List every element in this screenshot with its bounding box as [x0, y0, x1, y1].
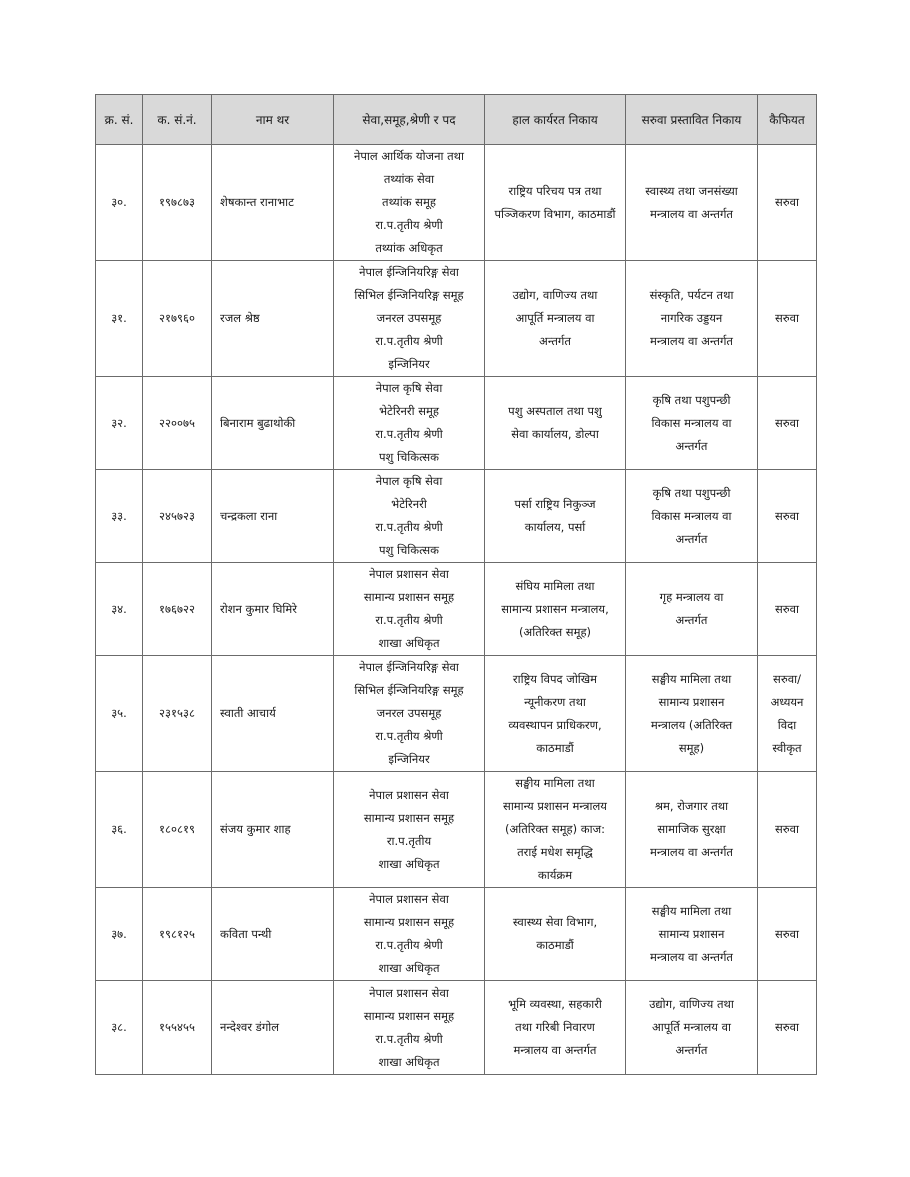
- cell-service-line: नेपाल प्रशासन सेवा: [369, 567, 449, 581]
- cell-remarks: [758, 261, 817, 377]
- cell-proposed-office: [626, 563, 758, 656]
- cell-code: २२००७५: [143, 377, 212, 470]
- cell-remarks-line: स्वीकृत: [772, 740, 802, 755]
- cell-sn: ३१.: [96, 261, 143, 377]
- cell-name: शेषकान्त रानाभाट: [212, 145, 334, 261]
- cell-remarks: [758, 563, 817, 656]
- cell-current-office-line: राष्ट्रिय विपद जोखिम: [512, 671, 598, 686]
- cell-current-office-line: काठमाडौं: [536, 938, 574, 952]
- cell-proposed-office-line: कृषि तथा पशुपन्छी: [652, 392, 731, 407]
- table-row: [96, 563, 817, 656]
- cell-code: १७६७२२: [143, 563, 212, 656]
- cell-code: २१७९६०: [143, 261, 212, 377]
- cell-remarks-line: सरुवा: [774, 1020, 800, 1034]
- header-remarks: कैफियत: [758, 95, 817, 145]
- cell-code: १९८१२५: [143, 888, 212, 981]
- cell-service-line: सामान्य प्रशासन समूह: [363, 915, 455, 929]
- cell-proposed-office-line: मन्त्रालय वा अन्तर्गत: [649, 206, 733, 221]
- cell-service: [334, 563, 485, 656]
- cell-service-line: नेपाल प्रशासन सेवा: [369, 892, 449, 906]
- header-row: [96, 95, 817, 145]
- cell-service-line: रा.प.तृतीय श्रेणी: [375, 938, 443, 952]
- cell-sn: ३२.: [96, 377, 143, 470]
- cell-current-office: [485, 377, 626, 470]
- cell-service-line: रा.प.तृतीय: [386, 833, 432, 848]
- cell-service-line: नेपाल ईन्जिनियरिङ्ग सेवा: [359, 265, 459, 279]
- cell-current-office-line: सङ्घीय मामिला तथा: [515, 776, 595, 790]
- cell-current-office-line: पशु अस्पताल तथा पशु: [508, 404, 602, 418]
- cell-proposed-office: [626, 145, 758, 261]
- cell-current-office-line: कार्यालय, पर्सा: [524, 520, 586, 534]
- cell-proposed-office-line: सामाजिक सुरक्षा: [657, 822, 726, 836]
- header-service: सेवा,समूह,श्रेणी र पद: [334, 95, 485, 145]
- table-header: [96, 95, 817, 145]
- cell-name: रजल श्रेष्ठ: [212, 261, 334, 377]
- cell-proposed-office: [626, 377, 758, 470]
- cell-current-office-line: आपूर्ति मन्त्रालय वा: [515, 311, 595, 325]
- cell-proposed-office: [626, 981, 758, 1075]
- cell-proposed-office-line: स्वास्थ्य तथा जनसंख्या: [645, 183, 738, 198]
- cell-proposed-office-line: मन्त्रालय वा अन्तर्गत: [649, 949, 733, 964]
- cell-name: संजय कुमार शाह: [212, 772, 334, 888]
- cell-remarks: [758, 470, 817, 563]
- cell-service: [334, 888, 485, 981]
- cell-proposed-office: [626, 772, 758, 888]
- transfer-table: [95, 94, 817, 1075]
- cell-current-office-line: (अतिरिक्त समूह) काज:: [505, 822, 605, 836]
- cell-current-office: [485, 563, 626, 656]
- cell-name: रोशन कुमार घिमिरे: [212, 563, 334, 656]
- header-sn: क्र. सं.: [96, 95, 143, 145]
- table-row: [96, 377, 817, 470]
- cell-remarks-line: सरुवा: [774, 415, 800, 430]
- cell-current-office: [485, 656, 626, 772]
- cell-current-office-line: सेवा कार्यालय, डोल्पा: [511, 427, 599, 441]
- header-proposed-office: सरुवा प्रस्तावित निकाय: [626, 95, 758, 145]
- cell-current-office-line: संघिय मामिला तथा: [515, 578, 595, 593]
- cell-sn: ३५.: [96, 656, 143, 772]
- cell-remarks: [758, 981, 817, 1075]
- cell-current-office-line: व्यवस्थापन प्राधिकरण,: [508, 717, 602, 732]
- cell-current-office-line: राष्ट्रिय परिचय पत्र तथा: [508, 183, 602, 198]
- cell-remarks: [758, 145, 817, 261]
- cell-sn: ३३.: [96, 470, 143, 563]
- cell-service-line: नेपाल प्रशासन सेवा: [369, 787, 449, 802]
- cell-proposed-office-line: अन्तर्गत: [675, 613, 708, 627]
- cell-current-office-line: पञ्जिकरण विभाग, काठमाडौं: [494, 206, 616, 221]
- cell-service-line: सामान्य प्रशासन समूह: [363, 810, 455, 825]
- cell-sn: ३६.: [96, 772, 143, 888]
- cell-service-line: सामान्य प्रशासन समूह: [363, 1008, 455, 1023]
- cell-service: [334, 772, 485, 888]
- cell-proposed-office: [626, 656, 758, 772]
- header-name: नाम थर: [212, 95, 334, 145]
- cell-current-office-line: मन्त्रालय वा अन्तर्गत: [513, 1043, 597, 1057]
- cell-service-line: पशु चिकित्सक: [379, 543, 439, 557]
- cell-proposed-office-line: मन्त्रालय वा अन्तर्गत: [649, 845, 733, 859]
- cell-code: २४५७२३: [143, 470, 212, 563]
- cell-name: चन्द्रकला राना: [212, 470, 334, 563]
- cell-proposed-office-line: अन्तर्गत: [675, 531, 708, 546]
- cell-current-office-line: स्वास्थ्य सेवा विभाग,: [512, 915, 598, 929]
- cell-remarks-line: सरुवा: [774, 822, 800, 836]
- cell-sn: ३७.: [96, 888, 143, 981]
- cell-service-line: रा.प.तृतीय श्रेणी: [375, 427, 443, 441]
- table-row: [96, 145, 817, 261]
- cell-service-line: नेपाल कृषि सेवा: [375, 381, 443, 395]
- cell-service-line: तथ्यांक समूह: [382, 195, 436, 209]
- table-row: [96, 888, 817, 981]
- cell-service: [334, 981, 485, 1075]
- cell-current-office-line: भूमि व्यवस्था, सहकारी: [508, 997, 602, 1011]
- cell-remarks-line: सरुवा: [774, 926, 800, 941]
- table-body: [96, 145, 817, 1075]
- cell-service-line: भेटेरिनरी समूह: [378, 404, 440, 418]
- cell-current-office: [485, 470, 626, 563]
- cell-service-line: रा.प.तृतीय श्रेणी: [375, 613, 443, 627]
- cell-current-office: [485, 261, 626, 377]
- cell-sn: ३०.: [96, 145, 143, 261]
- cell-proposed-office-line: विकास मन्त्रालय वा: [651, 508, 732, 523]
- cell-service-line: शाखा अधिकृत: [378, 636, 440, 650]
- cell-remarks-line: अध्ययन: [770, 694, 804, 709]
- cell-remarks: [758, 377, 817, 470]
- cell-remarks-line: विदा: [777, 717, 797, 732]
- table-row: [96, 981, 817, 1075]
- cell-proposed-office-line: सामान्य प्रशासन: [658, 694, 725, 709]
- cell-service-line: सामान्य प्रशासन समूह: [363, 590, 455, 604]
- cell-proposed-office: [626, 261, 758, 377]
- cell-service-line: भेटेरिनरी: [391, 497, 427, 511]
- cell-proposed-office-line: कृषि तथा पशुपन्छी: [652, 485, 731, 500]
- cell-service-line: सिभिल ईन्जिनियरिङ्ग समूह: [354, 288, 464, 302]
- cell-service-line: जनरल उपसमूह: [376, 706, 442, 720]
- cell-name: स्वाती आचार्य: [212, 656, 334, 772]
- cell-proposed-office-line: सङ्घीय मामिला तथा: [651, 903, 732, 918]
- cell-current-office-line: तराई मधेश समृद्धि: [517, 845, 593, 859]
- cell-code: १५५४५५: [143, 981, 212, 1075]
- cell-proposed-office-line: संस्कृति, पर्यटन तथा: [649, 288, 734, 302]
- cell-service-line: इन्जिनियर: [388, 357, 430, 371]
- cell-current-office: [485, 888, 626, 981]
- cell-proposed-office-line: गृह मन्त्रालय वा: [659, 590, 724, 604]
- cell-remarks-line: सरुवा: [774, 195, 800, 209]
- cell-current-office: [485, 145, 626, 261]
- cell-service-line: रा.प.तृतीय श्रेणी: [375, 729, 443, 743]
- cell-code: २३१५३८: [143, 656, 212, 772]
- cell-service: [334, 261, 485, 377]
- cell-proposed-office-line: मन्त्रालय वा अन्तर्गत: [649, 334, 733, 348]
- cell-current-office-line: सामान्य प्रशासन मन्त्रालय: [503, 799, 607, 813]
- cell-proposed-office-line: सामान्य प्रशासन: [658, 926, 725, 941]
- cell-remarks: [758, 656, 817, 772]
- cell-service-line: इन्जिनियर: [388, 752, 430, 766]
- cell-service-line: सिभिल ईन्जिनियरिङ्ग समूह: [354, 683, 464, 697]
- header-current-office: हाल कार्यरत निकाय: [485, 95, 626, 145]
- cell-code: १९७८७३: [143, 145, 212, 261]
- cell-service-line: जनरल उपसमूह: [376, 311, 442, 325]
- cell-service: [334, 656, 485, 772]
- cell-remarks-line: सरुवा: [774, 601, 800, 616]
- cell-name: बिनाराम बुढाथोकी: [212, 377, 334, 470]
- cell-proposed-office: [626, 470, 758, 563]
- cell-proposed-office-line: विकास मन्त्रालय वा: [651, 415, 732, 430]
- cell-remarks-line: सरुवा: [774, 508, 800, 523]
- cell-remarks: [758, 772, 817, 888]
- table-row: [96, 470, 817, 563]
- cell-code: १८०८१९: [143, 772, 212, 888]
- cell-proposed-office-line: आपूर्ति मन्त्रालय वा: [652, 1020, 731, 1034]
- cell-service-line: शाखा अधिकृत: [378, 961, 440, 975]
- cell-current-office-line: पर्सा राष्ट्रिय निकुञ्ज: [514, 497, 596, 511]
- cell-service-line: रा.प.तृतीय श्रेणी: [375, 1031, 443, 1046]
- cell-proposed-office-line: श्रम, रोजगार तथा: [654, 799, 729, 813]
- cell-service-line: रा.प.तृतीय श्रेणी: [375, 334, 443, 348]
- cell-proposed-office-line: उद्योग, वाणिज्य तथा: [649, 997, 734, 1011]
- cell-current-office-line: सामान्य प्रशासन मन्त्रालय,: [501, 601, 609, 616]
- cell-current-office: [485, 981, 626, 1075]
- cell-remarks: [758, 888, 817, 981]
- cell-proposed-office-line: मन्त्रालय (अतिरिक्त: [650, 717, 733, 732]
- cell-service: [334, 470, 485, 563]
- cell-service-line: नेपाल आर्थिक योजना तथा: [354, 149, 464, 163]
- cell-service-line: तथ्यांक सेवा: [383, 172, 435, 186]
- cell-current-office-line: न्यूनीकरण तथा: [524, 694, 586, 709]
- cell-remarks-line: सरुवा/: [773, 671, 801, 686]
- cell-service-line: तथ्यांक अधिकृत: [375, 241, 443, 255]
- cell-name: नन्देश्वर डंगोल: [212, 981, 334, 1075]
- cell-current-office-line: तथा गरिबी निवारण: [515, 1020, 595, 1034]
- table-row: [96, 656, 817, 772]
- cell-service-line: शाखा अधिकृत: [378, 1054, 440, 1069]
- cell-sn: ३४.: [96, 563, 143, 656]
- cell-remarks-line: सरुवा: [774, 311, 800, 325]
- cell-name: कविता पन्थी: [212, 888, 334, 981]
- cell-current-office-line: कार्यक्रम: [537, 868, 573, 882]
- cell-service-line: रा.प.तृतीय श्रेणी: [375, 218, 443, 232]
- cell-service: [334, 377, 485, 470]
- cell-service: [334, 145, 485, 261]
- cell-current-office-line: अन्तर्गत: [539, 334, 571, 348]
- cell-service-line: रा.प.तृतीय श्रेणी: [375, 520, 443, 534]
- cell-current-office-line: (अतिरिक्त समूह): [518, 624, 592, 639]
- cell-service-line: नेपाल प्रशासन सेवा: [369, 985, 449, 1000]
- cell-service-line: शाखा अधिकृत: [378, 856, 440, 871]
- cell-service-line: पशु चिकित्सक: [379, 450, 439, 464]
- cell-current-office: [485, 772, 626, 888]
- cell-proposed-office-line: सङ्घीय मामिला तथा: [651, 671, 732, 686]
- cell-current-office-line: काठमाडौं: [536, 740, 574, 755]
- cell-service-line: नेपाल कृषि सेवा: [375, 474, 443, 488]
- cell-proposed-office-line: अन्तर्गत: [675, 438, 708, 453]
- table-row: [96, 772, 817, 888]
- header-code: क. सं.नं.: [143, 95, 212, 145]
- cell-proposed-office-line: समूह): [678, 740, 705, 755]
- cell-proposed-office-line: नागरिक उड्डयन: [660, 311, 723, 325]
- table-row: [96, 261, 817, 377]
- cell-proposed-office-line: अन्तर्गत: [675, 1043, 708, 1057]
- cell-service-line: नेपाल ईन्जिनियरिङ्ग सेवा: [359, 660, 459, 674]
- cell-sn: ३८.: [96, 981, 143, 1075]
- cell-current-office-line: उद्योग, वाणिज्य तथा: [512, 288, 598, 302]
- cell-proposed-office: [626, 888, 758, 981]
